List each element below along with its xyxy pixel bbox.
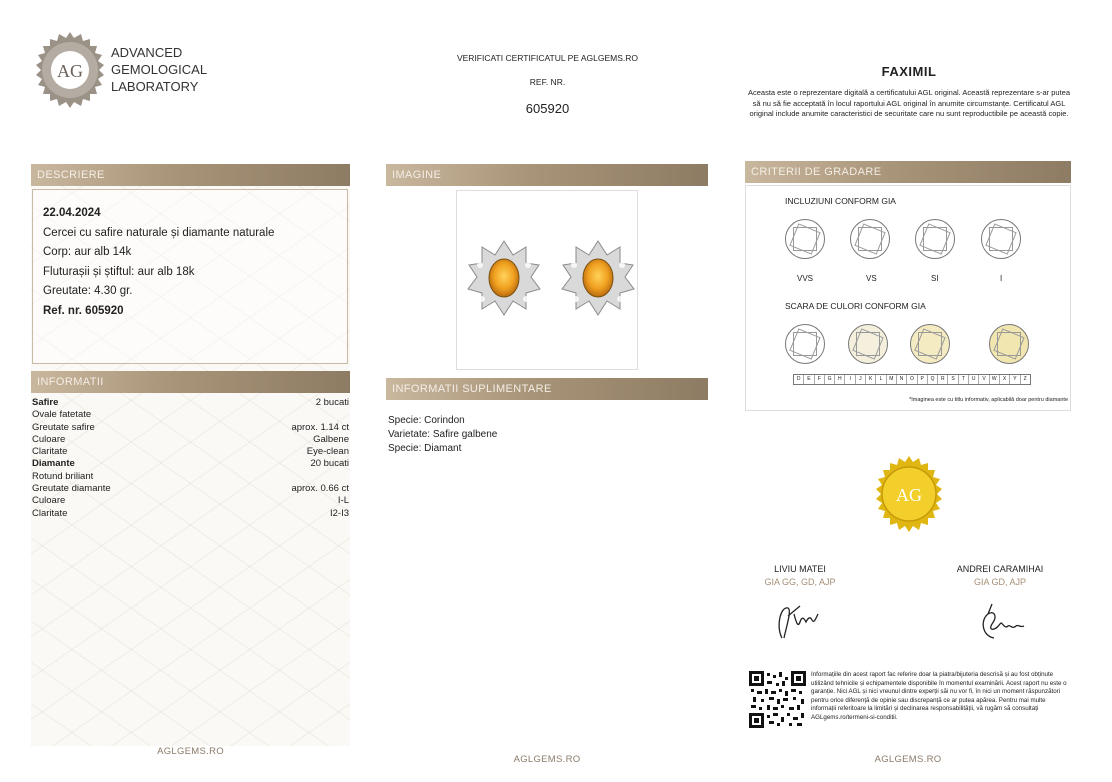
info-row: Safire 2 bucati (32, 397, 349, 408)
signer2-title: GIA GD, AJP (973, 577, 1027, 587)
signer1-title: GIA GG, GD, AJP (764, 577, 836, 587)
descriere-box (32, 189, 348, 364)
info-row: Diamante 20 bucati (32, 458, 349, 470)
descriere-header: DESCRIERE (31, 164, 350, 186)
info-row: Rotund briliant (32, 470, 94, 482)
info-row: Greutate safire aprox. 1.14 ct (32, 421, 349, 433)
criterii-box (745, 185, 1071, 411)
clarity-label-vs: VS (866, 274, 877, 283)
incl-title: INCLUZIUNI CONFORM GIA (785, 196, 896, 206)
logo-line2: GEMOLOGICAL (111, 62, 208, 77)
footer-right: AGLGEMS.RO (874, 754, 942, 765)
descriere-line1: Cercei cu safire naturale și diamante naturale (43, 226, 275, 239)
earrings-image (457, 191, 637, 369)
verify-text: VERIFICATI CERTIFICATUL PE AGLGEMS.RO (456, 53, 639, 63)
info-row: Greutate diamante aprox. 0.66 ct (32, 483, 349, 495)
footer-left: AGLGEMS.RO (157, 746, 224, 757)
qr-code[interactable] (749, 671, 806, 728)
faximil-title: FAXIMIL (881, 64, 937, 79)
agl-seal-icon (30, 30, 110, 110)
logo-line1: ADVANCED (111, 45, 183, 60)
color-faint-diagram (910, 324, 950, 364)
info-row: Ovale fatetate (32, 409, 92, 421)
supl-line2: Varietate: Safire galbene (388, 429, 498, 440)
logo-line3: LABORATORY (111, 79, 199, 94)
svg-text:AG: AG (896, 485, 922, 505)
color-light-diagram (989, 324, 1029, 364)
informatii-header: INFORMATII (31, 371, 350, 393)
info-row: Claritate Eye-clean (32, 446, 349, 458)
clarity-i-diagram (981, 219, 1021, 259)
suplimentare-header: INFORMATII SUPLIMENTARE (386, 378, 708, 400)
faximil-text: Aceasta este o reprezentare digitală a certificatului AGL original. Această reprezentare s-ar putea să nu să fie acceptată în locul raportului AGL original în anumite circumstanțe. Certificatul AGL original include anumite caracteristici de securitate care nu sunt reproductibile pe această copie. (748, 88, 1070, 118)
imagine-header: IMAGINE (386, 164, 708, 186)
criterii-header: CRITERII DE GRADARE (745, 161, 1071, 183)
descriere-line4: Greutate: 4.30 gr. (43, 285, 133, 297)
color-near-colorless-diagram (848, 324, 888, 364)
clarity-label-vvs: VVS (797, 274, 814, 283)
footer-center: AGLGEMS.RO (513, 754, 581, 765)
ref-label: REF. NR. (529, 77, 566, 87)
clarity-vs-diagram (850, 219, 890, 259)
svg-text:AG: AG (57, 61, 83, 81)
product-image (456, 190, 638, 370)
signer2-name: ANDREI CARAMIHAI (956, 564, 1044, 574)
gold-seal-icon (870, 455, 948, 533)
color-scale: D E F G H I J K L M N O P Q R S T U V W X Y Z (793, 374, 1031, 385)
descriere-line3: Fluturașii și știftul: aur alb 18k (43, 265, 195, 278)
culori-title: SCARA DE CULORI CONFORM GIA (785, 301, 926, 311)
info-row: Culoare Galbene (32, 433, 349, 445)
descriere-date: 22.04.2024 (43, 207, 101, 219)
info-row: Claritate I2-I3 (32, 507, 349, 519)
agl-logo (30, 30, 230, 110)
criterii-note: *Imaginea este cu titlu informativ, aplicabilă doar pentru diamante (909, 397, 1068, 403)
signature-2-image (972, 600, 1030, 644)
descriere-line2: Corp: aur alb 14k (43, 246, 132, 258)
signer1-name: LIVIU MATEI (774, 564, 826, 574)
supl-line1: Specie: Corindon (388, 415, 465, 426)
informatii-list (31, 393, 349, 520)
signature-1-image (772, 598, 832, 646)
clarity-si-diagram (915, 219, 955, 259)
supl-line3: Specie: Diamant (388, 443, 462, 454)
clarity-label-i: I (1000, 274, 1003, 283)
color-colorless-diagram (785, 324, 825, 364)
left-panel (31, 164, 350, 746)
ref-value: 605920 (525, 101, 570, 116)
clarity-label-si: SI (931, 274, 939, 283)
disclaimer-text: Informațiile din acest raport fac referire doar la piatra/bijuteria descrisă și au fost obținute utilizând tehnicile și echipamentele disponibile în momentul examinării. Acest raport nu este o garanție. Nici AGL și nici vreunul dintre experții săi nu vor fi, în nici un moment răspunzători pentru orice diferență de opinie sau discrepanță ce ar putea apărea. Pentru mai multe informații referitoare la limitări și declinarea responsabilității, vă rugăm să consultați AGLgems.ro/termeni-si-conditii. (811, 671, 1067, 721)
clarity-vvs-diagram (785, 219, 825, 259)
info-row: Culoare I-L (32, 495, 349, 507)
descriere-ref: Ref. nr. 605920 (43, 304, 124, 317)
